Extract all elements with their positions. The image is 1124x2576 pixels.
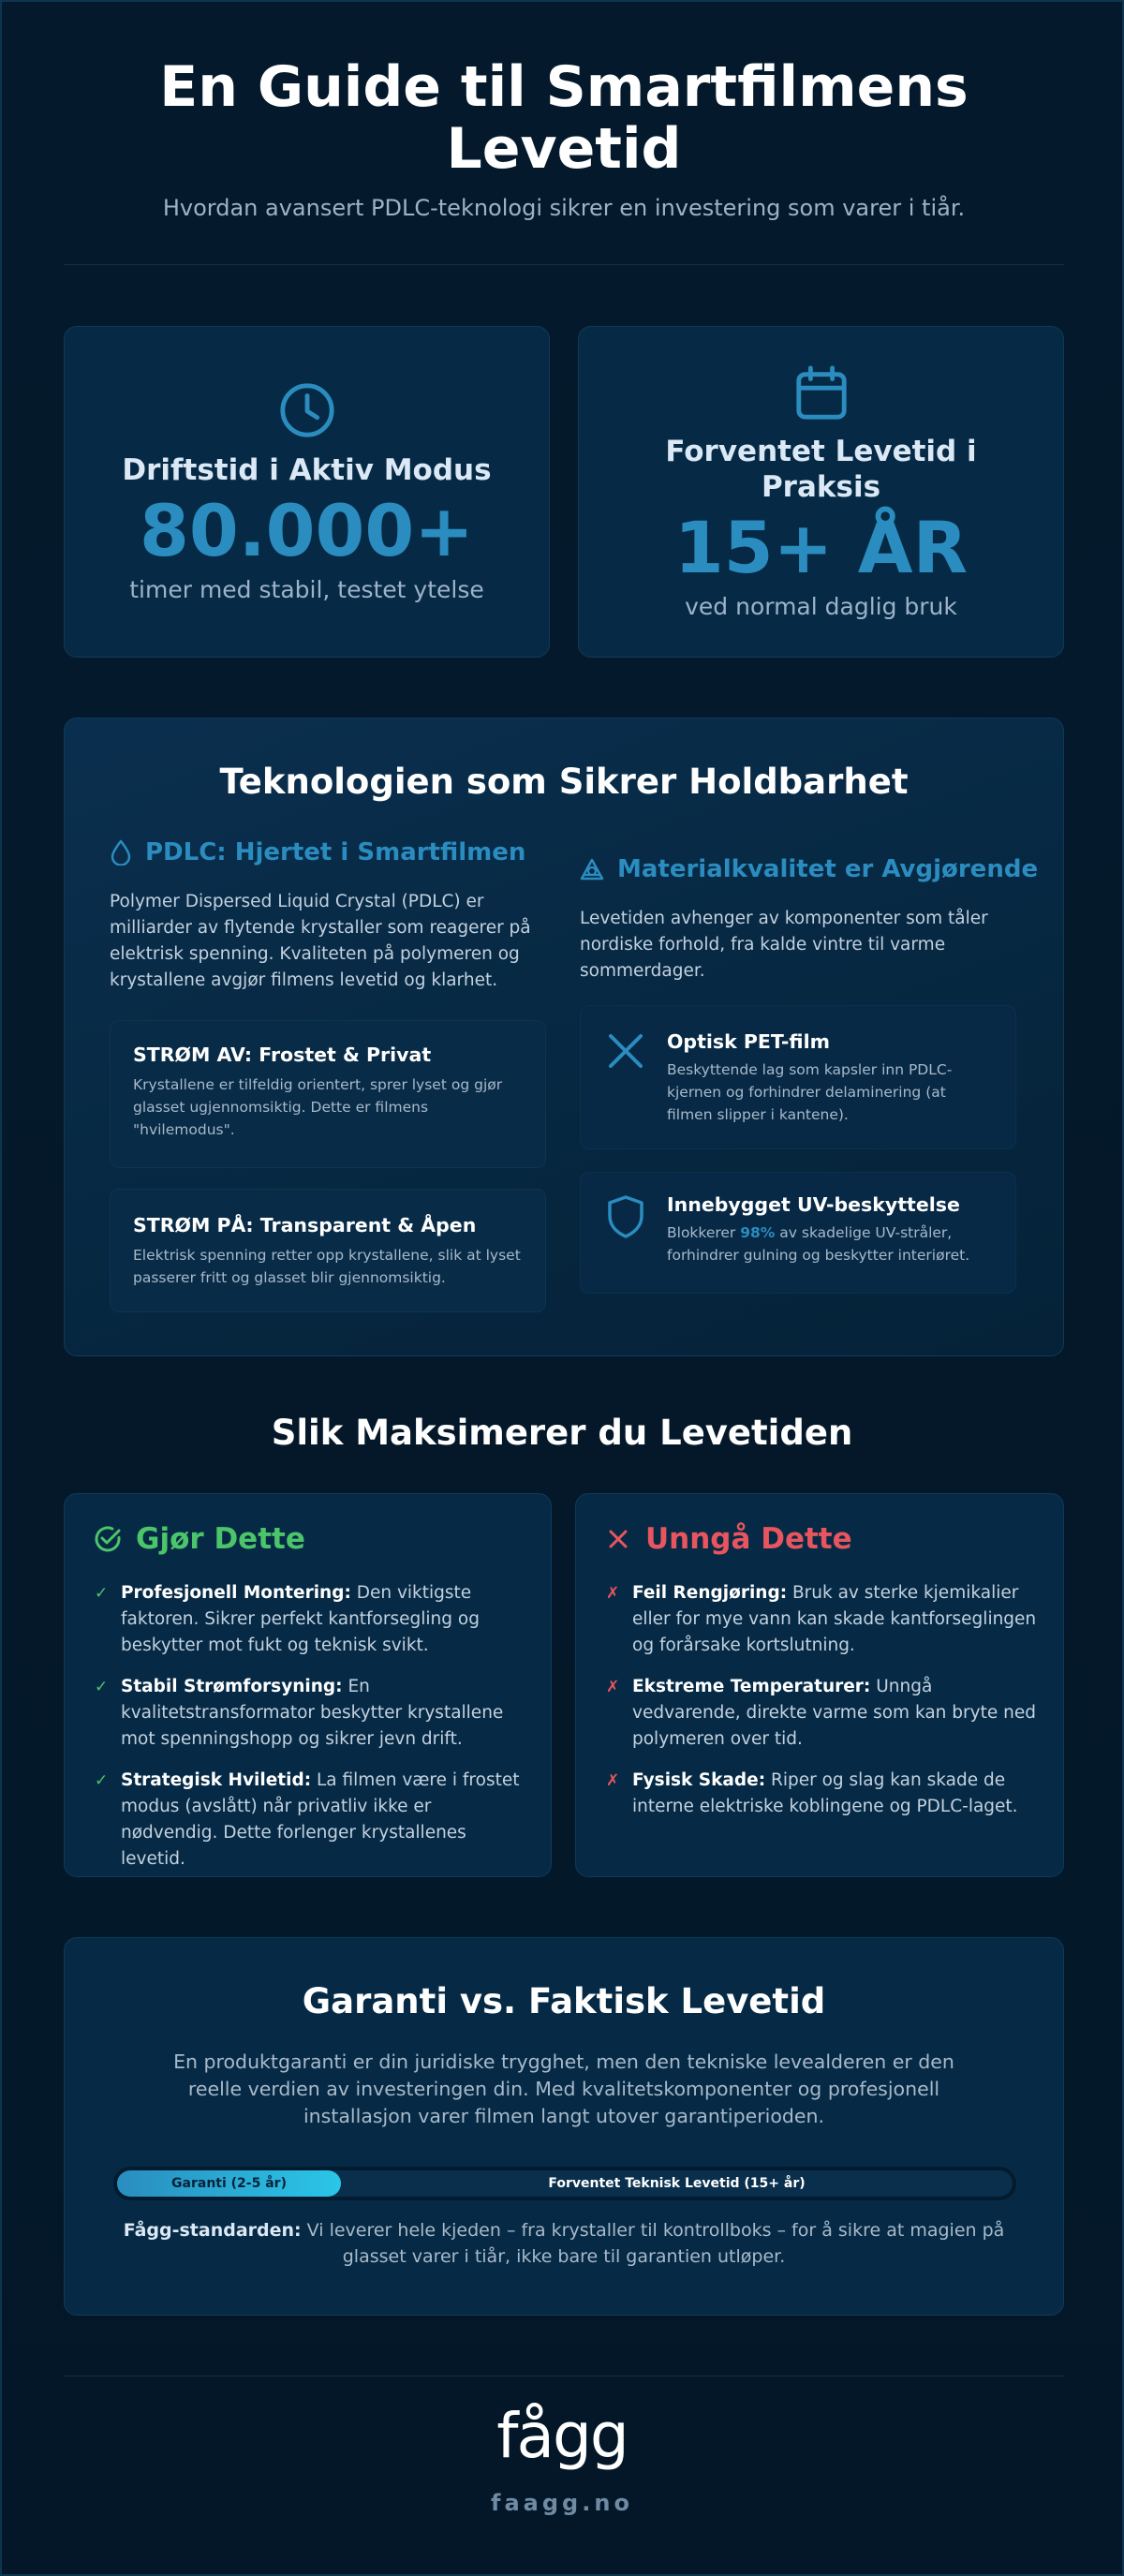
warranty-title: Garanti vs. Faktisk Levetid xyxy=(302,1981,826,2021)
dont-list xyxy=(606,1580,1039,1835)
lifetime-bar-track xyxy=(117,2170,1013,2197)
shield-icon xyxy=(605,1193,648,1240)
do-heading-text: Gjør Dette xyxy=(136,1522,305,1556)
item-text: Riper og slag kan skade de interne elektriske koblingene og PDLC-laget. xyxy=(632,1770,1018,1816)
material-heading-text: Materialkvalitet er Avgjørende xyxy=(617,855,1039,883)
list-item xyxy=(95,1674,526,1753)
item-text: Unngå vedvarende, direkte varme som kan bryte ned polymeren over tid. xyxy=(632,1677,1036,1749)
info-card-power-off xyxy=(110,1020,546,1168)
feature-text-before: Blokkerer xyxy=(667,1224,741,1241)
check-mark-icon: ✓ xyxy=(95,1678,109,1696)
feature-card-pet-film xyxy=(580,1005,1016,1149)
standard-label: Fågg-standarden: xyxy=(123,2220,302,2241)
technology-section xyxy=(64,718,1064,1356)
info-card-title: STRØM PÅ: Transparent & Åpen xyxy=(133,1214,477,1236)
dont-heading xyxy=(604,1522,852,1556)
item-text: Den viktigste faktoren. Sikrer perfekt kantforsegling og beskytter mot fukt og teknisk svikt. xyxy=(121,1583,480,1655)
cross-icon xyxy=(605,1030,648,1073)
droplet-icon xyxy=(110,839,132,866)
cross-mark-icon: ✗ xyxy=(606,1771,620,1790)
list-item xyxy=(606,1674,1039,1753)
feature-card-title: Innebygget UV-beskyttelse xyxy=(667,1193,960,1216)
info-card-title: STRØM AV: Frostet & Privat xyxy=(133,1044,432,1066)
pdlc-text: Polymer Dispersed Liquid Crystal (PDLC) er milliarder av flytende krystaller som reagerer på elektrisk spenning. Kvaliteten på polymeren og krystallene avgjør filmens levetid og klarhet. xyxy=(110,892,531,990)
feature-card-uv xyxy=(580,1172,1016,1294)
do-card xyxy=(64,1493,552,1877)
item-text: Bruk av sterke kjemikalier eller for mye vann kan skade kantforseglingen og forårsake kortslutning. xyxy=(632,1583,1037,1655)
list-item xyxy=(95,1768,526,1873)
check-mark-icon: ✓ xyxy=(95,1771,109,1790)
list-item xyxy=(606,1768,1039,1820)
page-title: En Guide til Smartfilmens Levetid xyxy=(159,54,969,182)
technology-title: Teknologien som Sikrer Holdbarhet xyxy=(219,762,909,802)
item-text: En kvalitetstransformator beskytter krystallene mot spenningshopp og sikrer jevn drift. xyxy=(121,1677,504,1749)
lifetime-bar xyxy=(113,2167,1016,2200)
stat-value: 80.000+ xyxy=(140,488,474,572)
shapes-icon xyxy=(580,858,604,881)
item-label: Strategisk Hviletid: xyxy=(121,1770,312,1790)
item-text: La filmen være i frostet modus (avslått) når privatliv ikke er nødvendig. Dette forlenger krystallenes levetid. xyxy=(121,1770,520,1869)
list-item xyxy=(606,1580,1039,1659)
stat-label: Forventet Levetid i Praksis xyxy=(665,434,977,504)
feature-card-title: Optisk PET-film xyxy=(667,1030,830,1053)
calendar-icon xyxy=(792,364,850,422)
stat-value: 15+ ÅR xyxy=(673,505,969,589)
do-heading xyxy=(93,1522,305,1556)
feature-card-text: Beskyttende lag som kapsler inn PDLC-kjernen og forhindrer delaminering (at filmen slipper i kantene). xyxy=(667,1061,953,1123)
info-card-power-on xyxy=(110,1189,546,1312)
item-label: Fysisk Skade: xyxy=(632,1770,766,1790)
domain-link[interactable]: faagg.no xyxy=(491,2490,633,2516)
check-mark-icon: ✓ xyxy=(95,1584,109,1603)
dont-card xyxy=(575,1493,1064,1877)
dont-heading-text: Unngå Dette xyxy=(645,1522,852,1556)
do-list xyxy=(95,1580,526,1888)
cross-mark-icon: ✗ xyxy=(606,1678,620,1696)
page-subtitle: Hvordan avansert PDLC-teknologi sikrer en investering som varer i tiår. xyxy=(162,195,966,221)
uv-percentage: 98% xyxy=(740,1224,776,1241)
item-label: Stabil Strømforsyning: xyxy=(121,1677,343,1696)
stat-note: ved normal daglig bruk xyxy=(685,592,957,620)
warranty-text: En produktgaranti er din juridiske trygghet, men den tekniske levealderen er den reelle verdien av investeringen din. Med kvalitetskomponenter og profesjonell installasjon varer filmen langt utover garantiperioden. xyxy=(173,2050,954,2127)
clock-icon xyxy=(278,381,336,439)
feature-card-text xyxy=(667,1221,993,1266)
warranty-section xyxy=(64,1937,1064,2316)
cross-mark-icon: ✗ xyxy=(606,1584,620,1603)
item-label: Ekstreme Temperaturer: xyxy=(632,1677,871,1696)
brand-logo: fågg xyxy=(496,2400,628,2472)
list-item xyxy=(95,1580,526,1659)
material-heading xyxy=(580,855,1038,883)
lifetime-bar-label: Forventet Teknisk Levetid (15+ år) xyxy=(548,2176,806,2191)
standard-text: Vi leverer hele kjeden – fra krystaller til kontrollboks – for å sikre at magien på glasset varer i tiår, ikke bare til garantien utløper. xyxy=(301,2220,1005,2267)
header xyxy=(64,56,1064,221)
stat-card-uptime xyxy=(64,326,550,658)
stat-note: timer med stabil, testet ytelse xyxy=(129,575,484,603)
pdlc-heading xyxy=(110,838,525,866)
material-text: Levetiden avhenger av komponenter som tåler nordiske forhold, fra kalde vintre til varme sommerdager. xyxy=(580,909,988,981)
stat-label: Driftstid i Aktiv Modus xyxy=(122,452,492,487)
item-label: Feil Rengjøring: xyxy=(632,1583,788,1603)
warranty-bar-label: Garanti (2-5 år) xyxy=(171,2176,287,2191)
check-circle-icon xyxy=(93,1524,123,1554)
item-label: Profesjonell Montering: xyxy=(121,1583,351,1603)
feature-text-after: av skadelige UV-stråler, forhindrer gulning og beskytter interiøret. xyxy=(667,1224,970,1264)
header-divider xyxy=(64,264,1064,265)
x-icon xyxy=(604,1525,632,1553)
tips-title: Slik Maksimerer du Levetiden xyxy=(271,1413,853,1453)
warranty-bar-fill xyxy=(117,2170,341,2197)
pdlc-heading-text: PDLC: Hjertet i Smartfilmen xyxy=(145,838,526,866)
stat-card-lifetime xyxy=(578,326,1064,658)
info-card-text: Krystallene er tilfeldig orientert, sprer lyset og gjør glasset ugjennomsiktig. Dette er filmens "hvilemodus". xyxy=(133,1076,503,1138)
faagg-standard xyxy=(111,2217,1016,2270)
info-card-text: Elektrisk spenning retter opp krystallene, slik at lyset passerer fritt og glasset blir gjennomsiktig. xyxy=(133,1247,521,1286)
